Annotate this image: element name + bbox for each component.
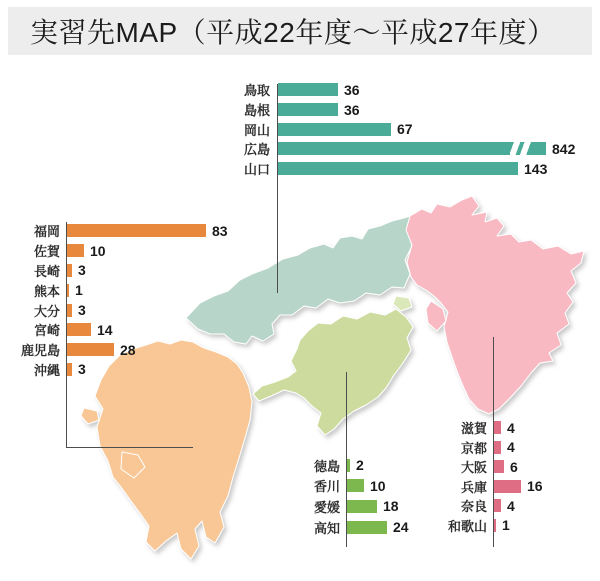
map-region-shikoku xyxy=(253,309,413,435)
bar-row xyxy=(18,340,228,360)
bar-value: 18 xyxy=(383,498,399,515)
bar-value: 67 xyxy=(397,121,413,138)
prefecture-label: 岡山 xyxy=(243,122,270,138)
bar xyxy=(347,521,387,534)
bar-row xyxy=(444,457,543,477)
bar-row xyxy=(230,139,575,159)
bar-value: 4 xyxy=(507,497,515,514)
bar-row xyxy=(230,100,575,120)
prefecture-label: 徳島 xyxy=(313,458,340,474)
prefecture-label: 広島 xyxy=(243,142,270,158)
prefecture-label: 島根 xyxy=(243,103,270,119)
prefecture-label: 香川 xyxy=(313,479,340,495)
prefecture-label: 鹿児島 xyxy=(20,343,60,359)
bar-value: 36 xyxy=(344,81,360,98)
bar-value: 4 xyxy=(507,439,515,456)
bar xyxy=(347,500,377,513)
bar-value: 1 xyxy=(502,517,510,534)
bar-row xyxy=(18,300,228,320)
bar xyxy=(278,83,338,96)
bar xyxy=(67,343,114,356)
prefecture-label: 佐賀 xyxy=(33,244,60,260)
page-title: 実習先MAP（平成22年度～平成27年度） xyxy=(30,17,556,48)
bar xyxy=(278,103,338,116)
bar-row xyxy=(444,516,543,536)
prefecture-label: 京都 xyxy=(460,440,487,456)
bar xyxy=(494,460,504,473)
prefecture-label: 奈良 xyxy=(460,499,487,515)
bar-chart-shikoku xyxy=(307,455,409,537)
prefecture-label: 兵庫 xyxy=(460,479,487,495)
bar xyxy=(494,519,496,532)
bar xyxy=(67,323,91,336)
bar-row xyxy=(444,496,543,516)
bar xyxy=(67,244,84,257)
bar-row xyxy=(18,261,228,281)
bar-row xyxy=(230,119,575,139)
bar xyxy=(494,421,501,434)
prefecture-label: 福岡 xyxy=(33,224,60,240)
connector-line-kyushu-horizontal xyxy=(66,447,193,448)
bar-value: 24 xyxy=(393,519,409,536)
bar-value: 6 xyxy=(510,458,518,475)
bar xyxy=(494,441,501,454)
bar-value: 36 xyxy=(344,101,360,118)
bar-value: 14 xyxy=(97,321,113,338)
bar-row xyxy=(444,438,543,458)
bar xyxy=(67,264,72,277)
bar-value: 3 xyxy=(78,361,86,378)
bar-row xyxy=(18,320,228,340)
axis-break-marks xyxy=(510,141,534,156)
prefecture-label: 滋賀 xyxy=(460,421,487,437)
bar-row xyxy=(444,418,543,438)
bar-row xyxy=(230,159,575,179)
bar-row xyxy=(307,455,409,476)
bar-value: 10 xyxy=(90,242,106,259)
bar xyxy=(67,304,72,317)
bar xyxy=(494,480,521,493)
bar-row xyxy=(307,517,409,538)
map-west-island xyxy=(81,408,99,424)
bar xyxy=(347,459,350,472)
prefecture-label: 和歌山 xyxy=(447,518,487,534)
bar-row xyxy=(18,241,228,261)
bar-chart-kyushu xyxy=(18,221,228,379)
prefecture-label: 愛媛 xyxy=(313,499,340,515)
bar xyxy=(67,363,72,376)
bar xyxy=(278,162,518,175)
bar-value: 3 xyxy=(78,262,86,279)
bar-row xyxy=(307,476,409,497)
bar-value: 2 xyxy=(356,457,364,474)
prefecture-label: 大阪 xyxy=(460,460,487,476)
bar-value: 10 xyxy=(370,477,386,494)
bar-value: 4 xyxy=(507,419,515,436)
bar xyxy=(347,479,364,492)
bar xyxy=(494,499,501,512)
prefecture-label: 宮崎 xyxy=(33,323,60,339)
bar xyxy=(67,224,206,237)
bar-value: 143 xyxy=(524,160,548,177)
bar-value: 3 xyxy=(78,302,86,319)
bar-row xyxy=(18,360,228,380)
prefecture-label: 熊本 xyxy=(33,283,60,299)
bar-chart-chugoku xyxy=(230,80,575,178)
bar-chart-kinki xyxy=(444,418,543,535)
bar-row xyxy=(444,477,543,497)
prefecture-label: 鳥取 xyxy=(243,83,270,99)
bar-row xyxy=(230,80,575,100)
bar xyxy=(67,284,69,297)
bar-value: 28 xyxy=(120,341,136,358)
bar xyxy=(278,123,391,136)
bar-row xyxy=(18,221,228,241)
prefecture-label: 沖縄 xyxy=(33,362,60,378)
bar xyxy=(278,142,546,155)
bar-value: 1 xyxy=(75,282,83,299)
prefecture-label: 高知 xyxy=(313,520,340,536)
prefecture-label: 大分 xyxy=(33,303,60,319)
bar-row xyxy=(307,496,409,517)
bar-row xyxy=(18,280,228,300)
bar-value: 83 xyxy=(212,222,228,239)
bar-value: 842 xyxy=(552,140,576,157)
prefecture-label: 山口 xyxy=(243,162,270,178)
prefecture-label: 長崎 xyxy=(33,263,60,279)
bar-value: 16 xyxy=(527,478,543,495)
